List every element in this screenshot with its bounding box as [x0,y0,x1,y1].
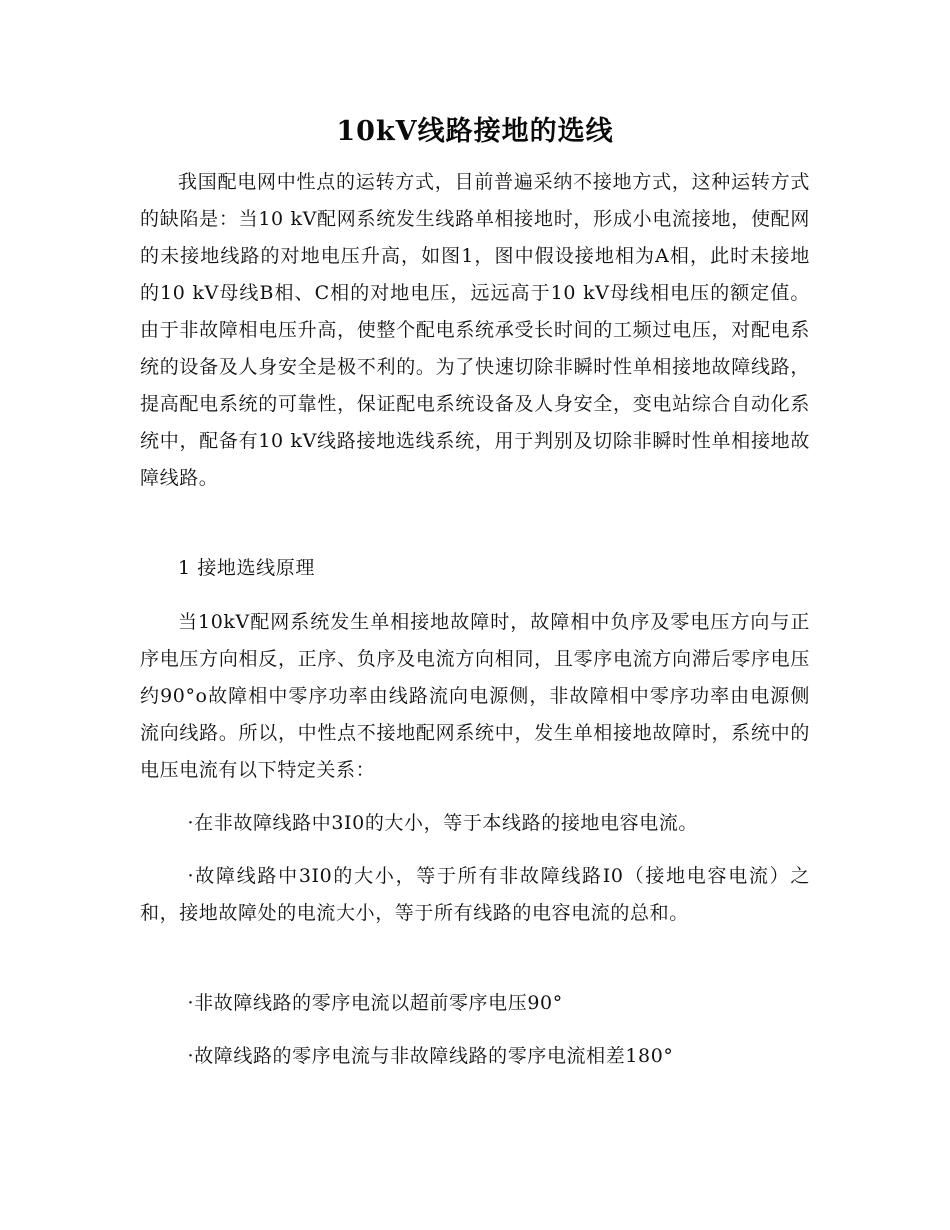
bullet-item: ·非故障线路的零序电流以超前零序电压90° [187,992,563,1014]
bullet-item: ·在非故障线路中3I0的大小，等于本线路的接地电容电流。 [187,812,699,834]
bullet-item: ·故障线路中3I0的大小，等于所有非故障线路I0（接地电容电流）之和，接地故障处的电流大小，等于所有线路的电容电流的总和。 [140,865,810,924]
bullet-item: ·故障线路的零序电流与非故障线路的零序电流相差180° [187,1045,674,1067]
section-heading: 1 接地选线原理 [178,557,315,579]
intro-paragraph: 我国配电网中性点的运转方式，目前普遍采纳不接地方式，这种运转方式的缺陷是：当10 kV配网系统发生线路单相接地时，形成小电流接地，使配网的未接地线路的对地电压升高，如图1，图中假设接地相为A相，此时未接地的10 kV母线B相、C相的对地电压，远远高于10 kV母线相电压的额定值。由于非故障相电压升高，使整个配电系统承受长时间的工频过电压，对配电系统的设备及人身安全是极不利的。为了快速切除非瞬时性单相接地故障线路，提高配电系统的可靠性，保证配电系统设备及人身安全，变电站综合自动化系统中，配备有10 kV线路接地选线系统，用于判别及切除非瞬时性单相接地故障线路。 [140,171,810,489]
section-paragraph: 当10kV配网系统发生单相接地故障时，故障相中负序及零电压方向与正序电压方向相反，正序、负序及电流方向相同，且零序电流方向滞后零序电压约90°o故障相中零序功率由线路流向电源侧，非故障相中零序功率由电源侧流向线路。所以，中性点不接地配网系统中，发生单相接地故障时，系统中的电压电流有以下特定关系： [140,611,810,781]
document-title: 10kV线路接地的选线 [336,116,614,147]
